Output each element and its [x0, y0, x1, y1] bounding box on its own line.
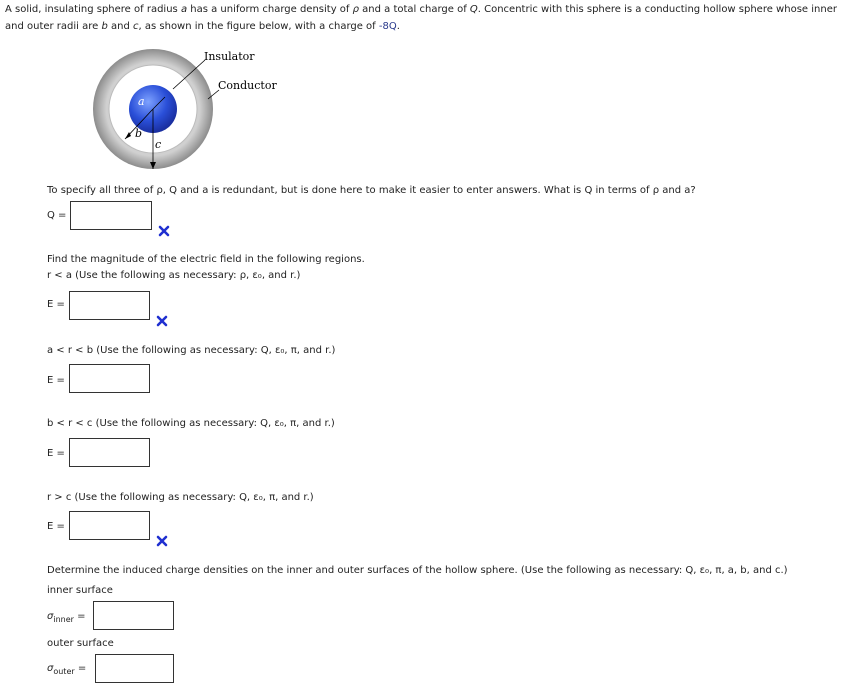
label-c: c	[155, 138, 162, 151]
e3-answer-input[interactable]	[69, 438, 150, 467]
label-a: a	[138, 95, 145, 108]
sigma-prompt: Determine the induced charge densities on the inner and outer surfaces of the hollow sphere. (Use the following as necessary: Q, ε₀, π, a, b, and c.)	[47, 565, 788, 576]
e3-label: E =	[47, 448, 65, 459]
label-b: b	[135, 127, 143, 140]
e-field-heading: Find the magnitude of the electric field in the following regions.	[47, 254, 365, 265]
inner-surface-heading: inner surface	[47, 585, 113, 596]
x-mark-icon	[156, 315, 168, 327]
x-mark-icon	[156, 535, 168, 547]
e2-prompt: a < r < b (Use the following as necessary: Q, ε₀, π, and r.)	[47, 345, 336, 356]
q-label: Q =	[47, 210, 67, 221]
conductor-label: Conductor	[218, 79, 277, 92]
e4-prompt: r > c (Use the following as necessary: Q, ε₀, π, and r.)	[47, 492, 314, 503]
sigma-inner-input[interactable]	[93, 601, 174, 630]
e1-label: E =	[47, 299, 65, 310]
sigma-outer-label: $\sigma_{outer}$ =	[47, 663, 87, 676]
e2-label: E =	[47, 375, 65, 386]
q-answer-input[interactable]	[70, 201, 152, 230]
e1-prompt: r < a (Use the following as necessary: ρ, ε₀, and r.)	[47, 270, 301, 281]
sigma-outer-input[interactable]	[95, 654, 174, 683]
sphere-figure	[85, 42, 295, 177]
e2-answer-input[interactable]	[69, 364, 150, 393]
e4-answer-input[interactable]	[69, 511, 150, 540]
e3-prompt: b < r < c (Use the following as necessary: Q, ε₀, π, and r.)	[47, 418, 335, 429]
e4-label: E =	[47, 521, 65, 532]
e1-answer-input[interactable]	[69, 291, 150, 320]
outer-surface-heading: outer surface	[47, 638, 114, 649]
sigma-inner-label: $\sigma_{inner}$ =	[47, 611, 86, 624]
x-mark-icon	[158, 225, 170, 237]
insulator-label: Insulator	[204, 50, 255, 63]
shell-charge: -8Q	[378, 21, 397, 32]
problem-statement: A solid, insulating sphere of radius a has a uniform charge density of ρ and a total charge of Q. Concentric with this sphere is a conducting hollow sphere whose inner and outer radii are b and c, as shown in the figure below, with a charge of -8Q.	[5, 4, 837, 32]
q-prompt: To specify all three of ρ, Q and a is redundant, but is done here to make it easier to enter answers. What is Q in terms of ρ and a?	[47, 185, 696, 196]
